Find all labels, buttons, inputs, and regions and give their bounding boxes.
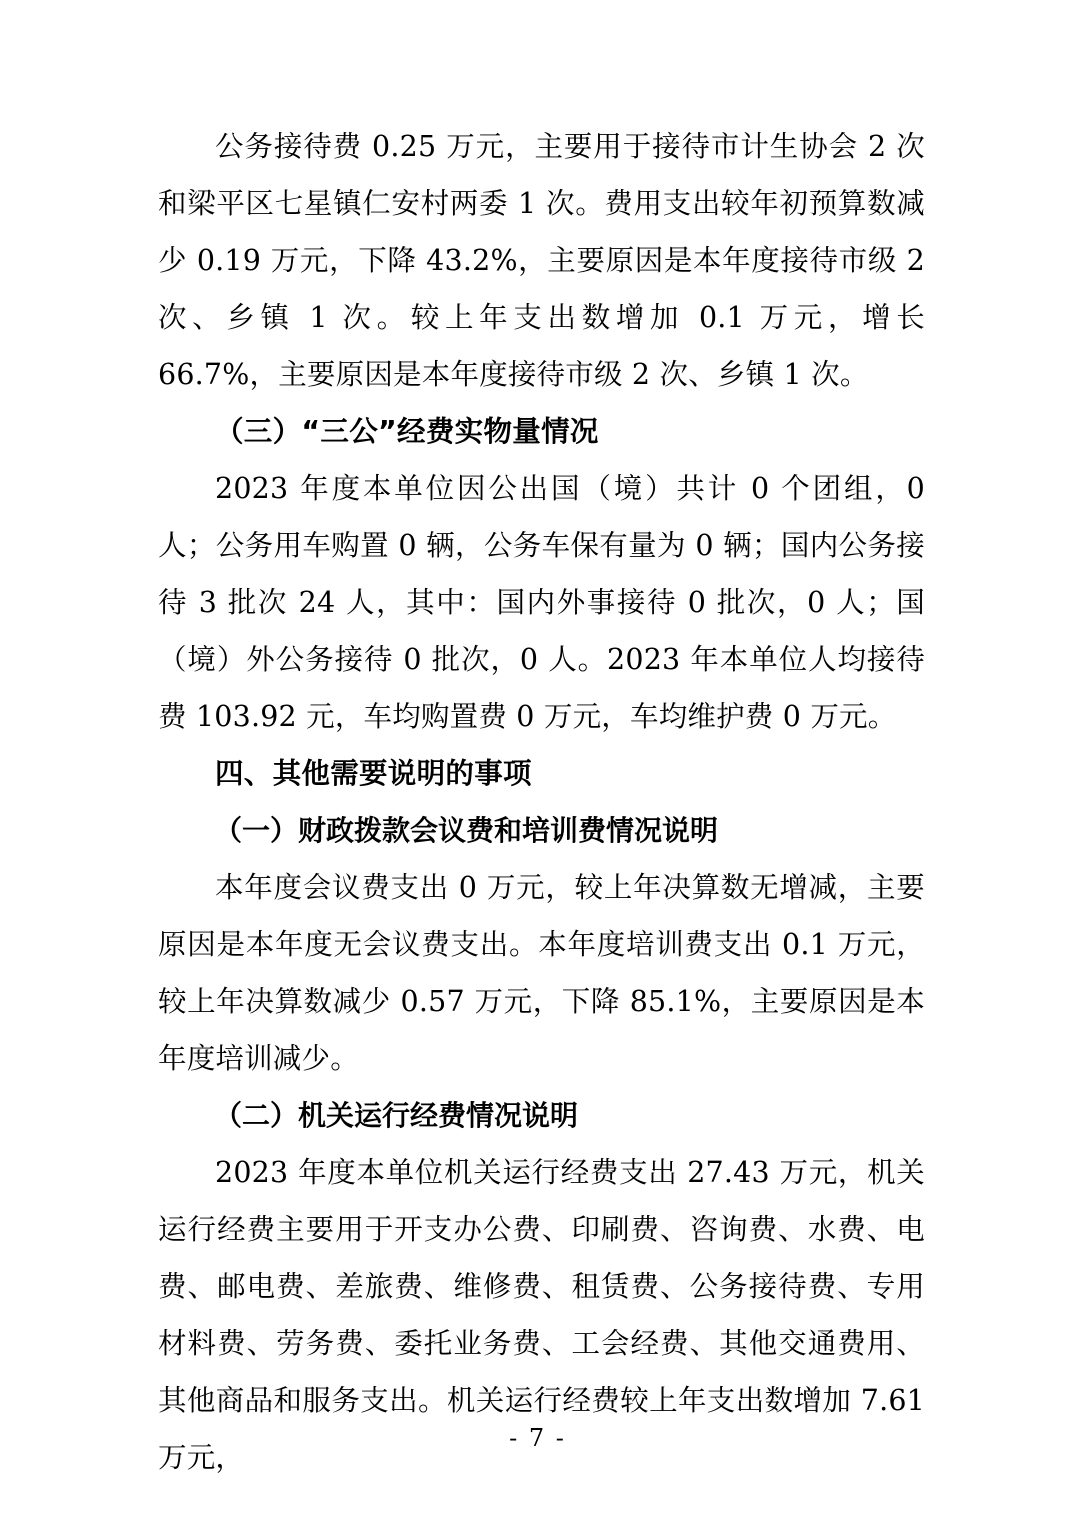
page-number: - 7 -	[509, 1424, 566, 1452]
paragraph-operating-expenses: 2023 年度本单位机关运行经费支出 27.43 万元，机关运行经费主要用于开支办公费、印刷费、咨询费、水费、电费、邮电费、差旅费、维修费、租赁费、公务接待费、专用材料费、劳务费、委托业务费、工会经费、其他交通费用、其他商品和服务支出。机关运行经费较上年支出数增加 7.61 万元，	[158, 1156, 925, 1474]
heading-three-public-expense-physical: （三）“三公”经费实物量情况	[215, 415, 599, 448]
paragraph-meeting-training: 本年度会议费支出 0 万元，较上年决算数无增减，主要原因是本年度无会议费支出。本年度培训费支出 0.1 万元，较上年决算数减少 0.57 万元，下降 85.1%，主要原因是本年度培训减少。	[158, 871, 925, 1075]
heading-four-one-meeting-training: （一）财政拨款会议费和培训费情况说明	[214, 814, 719, 847]
paragraph-hospitality-expense: 公务接待费 0.25 万元，主要用于接待市计生协会 2 次和梁平区七星镇仁安村两委 1 次。费用支出较年初预算数减少 0.19 万元，下降 43.2%，主要原因是本年度接待市级 2 次、乡镇 1 次。较上年支出数增加 0.1 万元，增长 66.7%，主要原因是本年度接待市级 2 次、乡镇 1 次。	[158, 130, 925, 391]
paragraph-physical-quantity: 2023 年度本单位因公出国（境）共计 0 个团组，0 人；公务用车购置 0 辆，公务车保有量为 0 辆；国内公务接待 3 批次 24 人，其中：国内外事接待 0 批次，0 人；国（境）外公务接待 0 批次，0 人。2023 年本单位人均接待费 103.92 元，车均购置费 0 万元，车均维护费 0 万元。	[158, 472, 925, 733]
heading-four-two-operating-expenses: （二）机关运行经费情况说明	[214, 1099, 579, 1132]
heading-four-other-matters: 四、其他需要说明的事项	[215, 757, 532, 790]
